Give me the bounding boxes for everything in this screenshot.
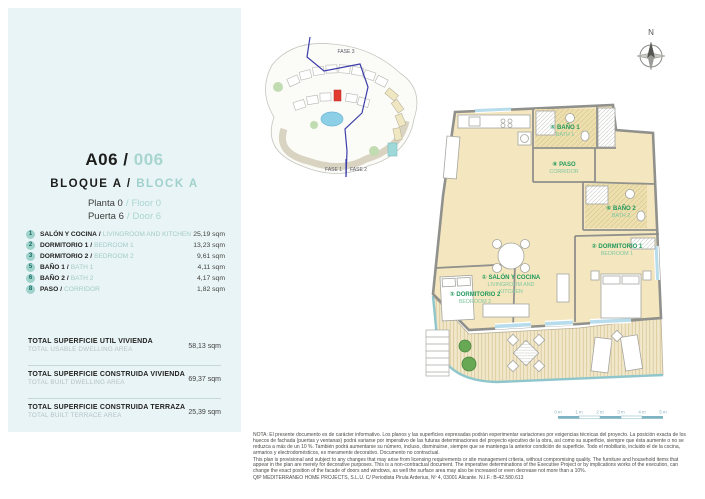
floor-plan [425, 78, 680, 428]
sink1 [566, 114, 575, 123]
floor-en: Floor 0 [131, 198, 162, 209]
shower2 [586, 186, 608, 204]
shower1 [536, 111, 555, 135]
room-area: 25,19 sqm [193, 231, 225, 238]
bath1-label: ⑤ BAÑO 1 [550, 125, 580, 131]
scale-tick: 2 m [596, 409, 604, 415]
block-sep: / [126, 178, 132, 190]
divider [28, 365, 221, 366]
room-row-bath1 [26, 262, 225, 273]
room-name-en: CORRIDOR [64, 286, 100, 293]
toilet1 [581, 131, 589, 141]
total-label-en: TOTAL BUILT TERRACE AREA [28, 412, 122, 419]
plant-icon [459, 340, 471, 352]
corridor-sublabel: CORRIDOR [549, 169, 579, 175]
sink2 [626, 190, 635, 199]
scale-tick: 0 m [554, 409, 562, 415]
fase3-label: FASE 3 [337, 49, 355, 55]
total-label-en: TOTAL USABLE DWELLING AREA [28, 346, 133, 353]
bedroom1-label: ② DORMITORIO 1 [591, 244, 643, 250]
site-location-map [250, 33, 428, 181]
room-area: 1,82 sqm [197, 286, 225, 293]
door-row [8, 211, 241, 222]
room-area: 4,17 sqm [197, 275, 225, 282]
scale-tick: 5 m [659, 409, 667, 415]
room-number-badge: 2 [26, 241, 35, 250]
scale-bar [554, 410, 667, 419]
info-panel [8, 8, 241, 432]
total-usable-area [28, 338, 221, 362]
room-area: 13,23 sqm [193, 242, 225, 249]
block-title [8, 178, 241, 190]
plant-icon [462, 357, 476, 371]
room-area: 9,61 sqm [197, 253, 225, 260]
kitchen-sink [469, 117, 480, 126]
unit-title-sep: / [123, 150, 129, 169]
unit-title [8, 150, 241, 170]
bath2-sublabel: BATH 2 [611, 213, 631, 219]
scale-tick: 3 m [617, 409, 625, 415]
scale-tick: 1 m [575, 409, 583, 415]
sofa [483, 304, 529, 317]
total-label-es: TOTAL SUPERFICIE UTIL VIVIENDA [28, 338, 153, 345]
room-name-sep: / [90, 253, 93, 260]
total-value: 58,13 sqm [188, 343, 221, 350]
closet [598, 108, 615, 147]
room-name-en: BEDROOM 1 [94, 242, 134, 249]
site-unit-highlight [334, 90, 341, 101]
site-green [369, 146, 379, 156]
bath2-label: ⑥ BAÑO 2 [606, 206, 636, 212]
unit-code: A06 [85, 150, 119, 169]
room-name-es: DORMITORIO 1 [40, 242, 89, 249]
door-en: Door 6 [132, 211, 162, 222]
fase1-label: FASE 1 [325, 167, 342, 173]
site-pool [321, 112, 343, 126]
bedroom2-sublabel: BEDROOM 2 [458, 299, 492, 305]
room-name-en: BEDROOM 2 [94, 253, 134, 260]
door-es: Puerta 6 [87, 211, 124, 222]
terrace-table [507, 334, 544, 371]
divider [28, 398, 221, 399]
room-list [26, 229, 225, 295]
tv-unit [557, 274, 569, 302]
floor-es: Planta 0 [87, 198, 123, 209]
floor-sep: / [125, 198, 129, 209]
room-number-badge: 8 [26, 285, 35, 294]
room-number-badge: 1 [26, 230, 35, 239]
room-name-es: PASO [40, 286, 59, 293]
dining-table [493, 240, 530, 273]
room-name-es: SALÓN Y COCINA [40, 231, 97, 238]
bedroom2-label: ③ DORMITORIO 2 [449, 292, 501, 298]
total-label-es: TOTAL SUPERFICIE CONSTRUIDA VIVIENDA [28, 371, 186, 378]
unit-code-alt: 006 [133, 150, 164, 169]
room-name-sep: / [90, 242, 93, 249]
room-row-bedroom1 [26, 240, 225, 251]
room-number-badge: 5 [26, 263, 35, 272]
note-spanish: NOTA: El presente documento es de carácter informativo. Los planos y las superficies expresadas podrán experimentar variaciones por exigencias técnicas del proyecto. La posición exacta de los huecos de fachada (puertas y ventanas) podrá variarse por imperativo de las futuras determinaciones del proyecto ejecutivo de la obra, así como su superficie, siempre que ésta aumente o no se reduzca a más de un 10 %. También podrá aumentarse su número, incluso, disminuirse, siempre que se mantenga la anterior condición de superficie. Todo el mobiliario, incluido el de la cocina, armarios y electrodomésticos, es meramente decorativo. Documento no contractual. [253, 432, 686, 456]
living-sublabel2: KITCHEN [499, 289, 523, 295]
total-built-terrace-area [28, 404, 221, 428]
room-row-living [26, 229, 225, 240]
site-pool-right [388, 143, 397, 156]
block-en: BLOCK A [136, 178, 199, 190]
fase2-label: FASE 2 [350, 167, 367, 173]
terrace-stairs [426, 330, 449, 376]
note-company: QIP MEDITERRANEO HOME PROJECTS, S.L.U. C/ Periodista Pirula Arderius, Nº 4, 03001 Alicante. N.I.F.: B-42.580.613 [253, 475, 524, 482]
room-name-es: BAÑO 1 [40, 264, 65, 271]
room-name-en: LIVINGROOM AND KITCHEN [102, 231, 192, 238]
total-value: 69,37 sqm [188, 376, 221, 383]
room-name-sep: / [66, 264, 69, 271]
room-name-en: BATH 2 [70, 275, 94, 282]
room-row-bedroom2 [26, 251, 225, 262]
scale-tick: 4 m [638, 409, 646, 415]
room-row-bath2 [26, 273, 225, 284]
room-name-es: DORMITORIO 2 [40, 253, 89, 260]
room-name-en: BATH 1 [70, 264, 94, 271]
toilet2 [637, 211, 645, 221]
site-green [310, 121, 318, 129]
disclaimer-note [253, 433, 693, 483]
room-row-corridor [26, 284, 225, 295]
corridor-label: ⑧ PASO [552, 162, 576, 168]
living-label: ① SALÓN Y COCINA [481, 275, 541, 281]
bath1-sublabel: BATH 1 [555, 132, 575, 138]
total-label-es: TOTAL SUPERFICIE CONSTRUIDA TERRAZA [28, 404, 186, 411]
room-name-sep: / [60, 286, 63, 293]
note-english: This plan is provisional and subject to any changes that may arise from licensing requirements or site management criteria, without compromising quality. The furniture and household items that appear in the plan are merely for decorative purposes. This is a non-contractual document. The imperative determinations of the Executive Project or by implications works of the execution, can change the exact position of the facade of doors and windows, as well the surface area may also be increased or even decrease not more than a 10%. [253, 456, 679, 475]
door-sep: / [126, 211, 130, 222]
floor-row [8, 198, 241, 209]
site-green [273, 82, 283, 92]
room-name-es: BAÑO 2 [40, 275, 65, 282]
total-built-dwelling-area [28, 371, 221, 395]
room-name-sep: / [66, 275, 69, 282]
room-number-badge: 6 [26, 274, 35, 283]
compass-north-label: N [648, 28, 654, 37]
total-label-en: TOTAL BUILT DWELLING AREA [28, 379, 125, 386]
living-sublabel1: LIVINGROOM AND [487, 282, 535, 288]
bedroom1-sublabel: BEDROOM 1 [600, 251, 634, 257]
block-es: BLOQUE A [50, 178, 123, 190]
total-value: 25,39 sqm [188, 409, 221, 416]
compass-rose [633, 25, 669, 77]
room-name-sep: / [98, 231, 101, 238]
room-number-badge: 3 [26, 252, 35, 261]
room-area: 4,11 sqm [197, 264, 225, 271]
